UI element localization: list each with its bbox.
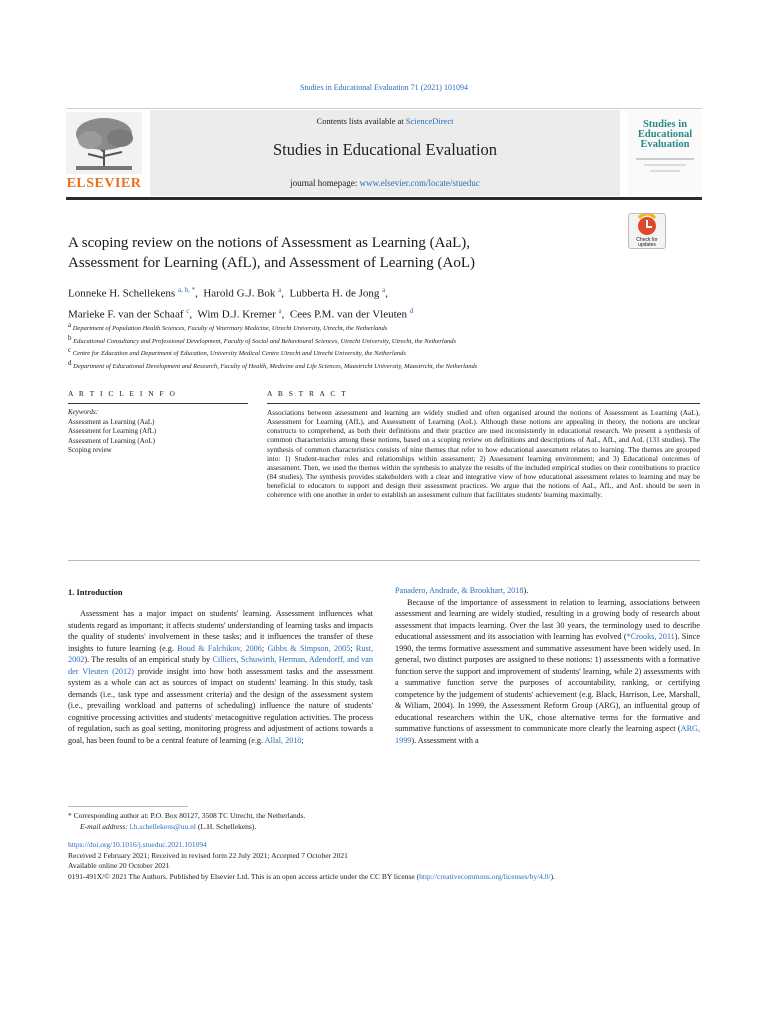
keyword: Assessment of Learning (AoL) (68, 436, 155, 445)
homepage-prefix: journal homepage: (290, 178, 360, 188)
article-info-heading: A R T I C L E I N F O (68, 389, 177, 398)
author-name[interactable]: Wim D.J. Kremer (197, 308, 276, 321)
corresponding-author: * Corresponding author at: P.O. Box 80127, 3508 TC Utrecht, the Netherlands. (68, 811, 306, 820)
section-heading-introduction: 1. Introduction (68, 587, 123, 597)
cover-title-line: Evaluation (640, 139, 690, 150)
intro-left-column (68, 608, 373, 746)
body-text: ; (301, 735, 304, 745)
affiliation: $^a$ Department of Population Health Sciences, Faculty of Veterinary Medicine, Utrecht University, Utrecht, the Netherlands (68, 321, 388, 333)
reference-link[interactable]: Rust, 2002 (68, 643, 373, 664)
keyword: Assessment as Learning (AaL) (68, 417, 155, 426)
info-rule (68, 403, 248, 404)
email-label: E-mail address: (80, 822, 130, 831)
keywords-block (68, 408, 248, 456)
affiliation: $^c$ Centre for Education and Department of Education, University Medical Centre Utrecht and Utrecht University, the Netherlands (68, 346, 406, 358)
check-updates-icon (629, 214, 665, 238)
author-name[interactable]: Harold G.J. Bok (203, 287, 276, 300)
doi-link[interactable]: https://doi.org/10.1016/j.stueduc.2021.101094 (68, 840, 207, 849)
reference-link[interactable]: *Crooks, 2011 (626, 632, 675, 641)
body-text: ). Since 1990, the terms formative assessment and summative assessment have been widely used. In general, two distinct purposes are assigned to these notions: 1) assessments with a formative function serve the support and improvement of students' learning, while 2) assessments with a summative function serve the purposes of accountability, ranking, or certifying competence by the judgement of students' achievement (e.g. Black, Harrison, Lee, Marshall, & Wiliam, 2004). In 1999, the Assessment Reform Group (ARG), an influential group of educational researchers within the UK, chose alternative terms for the formative and summative functions of assessment to communicate more clearly the learning aspect ( (395, 632, 701, 733)
reference-end: ). (523, 586, 529, 595)
body-text: provide insight into how both assessment tasks and the assessment system as a whole can act as sources of impact on students' learning. In this study, task demands (i.e., task type and assessment criteria) and the design of the assessment system (i.e., prevailing workload and patterns of scheduling) influence the nature of students' cognitive processing activities and students' metacognitive regulation activities. The process of regulation, such as goal setting, monitoring progress and adjustment of actions towards a goal, has been found to be a central feature of learning (e.g. (68, 666, 373, 745)
author-name[interactable]: Marieke F. van der Schaaf (68, 308, 184, 321)
reference-link[interactable]: Allal, 2010 (264, 735, 302, 745)
affiliation: $^b$ Educational Consultancy and Professional Development, Faculty of Social and Behavioural Sciences, Utrecht University, Utrecht, the Netherlands (68, 333, 457, 345)
abstract-rule (267, 403, 700, 404)
author-affil-mark[interactable]: a (382, 286, 386, 294)
keywords-label: Keywords: (68, 408, 99, 416)
reference-link[interactable]: Panadero, Andrade, & Brookhart, 2018 (395, 586, 524, 595)
abstract-heading: A B S T R A C T (267, 389, 348, 398)
keyword: Assessment for Learning (AfL) (68, 427, 157, 435)
cover-decoration (636, 154, 694, 176)
received-dates: Received 2 February 2021; Received in revised form 22 July 2021; Accepted 7 October 2021 (68, 850, 348, 860)
email-suffix: (L.H. Schellekens). (196, 822, 257, 831)
license-link[interactable]: http://creativecommons.org/licenses/by/4.0/ (419, 871, 551, 881)
reference-link[interactable]: ARG, 1999 (395, 724, 700, 745)
author-affil-mark[interactable]: a (278, 306, 282, 315)
license-line: 0191-491X/© 2021 The Authors. Published by Elsevier Ltd. This is an open access article under the CC BY license (http://creativecommons.org/licenses/by/4.0/). (68, 871, 556, 881)
reference-link[interactable]: Cilliers, Schuwirth, Herman, Adendorff, and van der Vleuten (2012) (68, 655, 374, 676)
homepage-line (150, 178, 620, 188)
cover-title-line: Studies in (642, 119, 688, 130)
author-affil-mark[interactable]: a (278, 286, 282, 294)
journal-citation[interactable]: Studies in Educational Evaluation 71 (2021) 101094 (300, 83, 468, 92)
available-online: Available online 20 October 2021 (68, 861, 170, 870)
article-title (68, 233, 628, 273)
body-text: ; (261, 643, 268, 653)
reference-link[interactable]: Gibbs & Simpson, 2005 (267, 643, 351, 653)
body-text: Assessment has a major impact on students' learning. Assessment influences what students regard as important; it affects students' understanding of learning tasks and impacts the quality of students' involvement in these tasks; and it influences the transfer of these insights to future learning (e.g. (68, 609, 373, 653)
author-affil-mark[interactable]: d (409, 306, 414, 315)
check-updates-label: Check for updates (636, 237, 658, 248)
contents-prefix: Contents lists available at (316, 116, 406, 126)
intro-paragraph-1 (68, 608, 373, 746)
footnote-rule (68, 806, 188, 807)
author-affil-mark[interactable]: a, b, * (177, 286, 196, 294)
title-line: A scoping review on the notions of Assessment as Learning (AaL), (68, 235, 471, 251)
footnote (68, 810, 698, 832)
author-name[interactable]: Lubberta H. de Jong (289, 287, 380, 300)
check-for-updates-button[interactable] (628, 213, 666, 249)
body-text: ). The results of an empirical study by (84, 655, 213, 664)
affiliations (68, 321, 698, 372)
sciencedirect-link[interactable]: ScienceDirect (405, 116, 454, 126)
affiliation: $^d$ Department of Educational Development and Research, Faculty of Health, Medicine and Life Sciences, Maastricht University, Maastricht, the Netherlands (68, 358, 478, 371)
body-text: ). Assessment with a (411, 735, 479, 745)
intro-right-column (395, 585, 700, 746)
article-meta (68, 840, 708, 882)
homepage-link[interactable]: www.elsevier.com/locate/stueduc (359, 178, 480, 188)
body-text: ; (350, 643, 356, 653)
author-name[interactable]: Cees P.M. van der Vleuten (289, 308, 408, 321)
cover-title (628, 120, 702, 150)
intro-paragraph-2 (395, 597, 700, 747)
contents-line (150, 116, 620, 126)
email-link[interactable]: l.h.schellekens@uu.nl (129, 822, 196, 831)
abstract-bottom-rule (68, 560, 700, 561)
reference-link[interactable]: Boud & Falchikov, 2006 (177, 643, 262, 653)
author-name[interactable]: Lonneke H. Schellekens (68, 287, 176, 300)
publisher-wordmark: ELSEVIER (66, 176, 142, 191)
title-line: Assessment for Learning (AfL), and Assessment of Learning (AoL) (68, 255, 475, 271)
body-text: Because of the importance of assessment in relation to learning, associations between assessment and learning are widely studied, resulting in a growing body of research about assessment that impacts learning. Over the last 30 years, the terminology used to describe educational assessment and its association with learning has evolved ( (395, 597, 700, 641)
abstract-text: Associations between assessment and learning are widely studied and often organised around the notions of Assessment as Learning (AaL), Assessment for Learning (AfL), and Assessment of Learning (AoL). Although these notions are appealing in theory, the notions are unclear constructs to comprehend, as both their definitions and their practice are used inconsistently in educational research. We present a synthesis of common characteristics among these notions, based on a scoping review on definitions and descriptions of AaL, AfL, and AoL (131 studies). The synthesis of common characteristics consists of nine themes that refer to how educational assessment relates to learning. The themes are grouped into: 1) Student-teacher roles and relationships within assessment; 2) Assessment learning environment; and 3) Educational outcomes of assessment. Then, we used the themes within the synthesis to analyze the results of the included empirical studies on their contributions to practice (84 studies). The synthesis provides stakeholders with a clear and integrative view of how educational assessment relates to learning and may be beneficial to educators to support and design their assessment practices. We argue that the notions of AaL, AfL, and AoL should be seen in coherence with one another in order to establish an assessment culture that facilitates students' learning maximally. (267, 408, 700, 500)
author-list: Lonneke H. Schellekens $^{a, b, *}$, Harold G.J. Bok $^a$, Lubberta H. de Jong $^a$, Marieke F. van der Schaaf $^c$, Wim D.J. Kremer $^a$, Cees P.M. van der Vleuten $^d$ (68, 286, 414, 321)
journal-title: Studies in Educational Evaluation (272, 140, 498, 159)
keyword: Scoping review (68, 446, 112, 454)
cover-title-line: Educational (637, 129, 693, 140)
author-affil-mark[interactable]: c (186, 306, 190, 315)
